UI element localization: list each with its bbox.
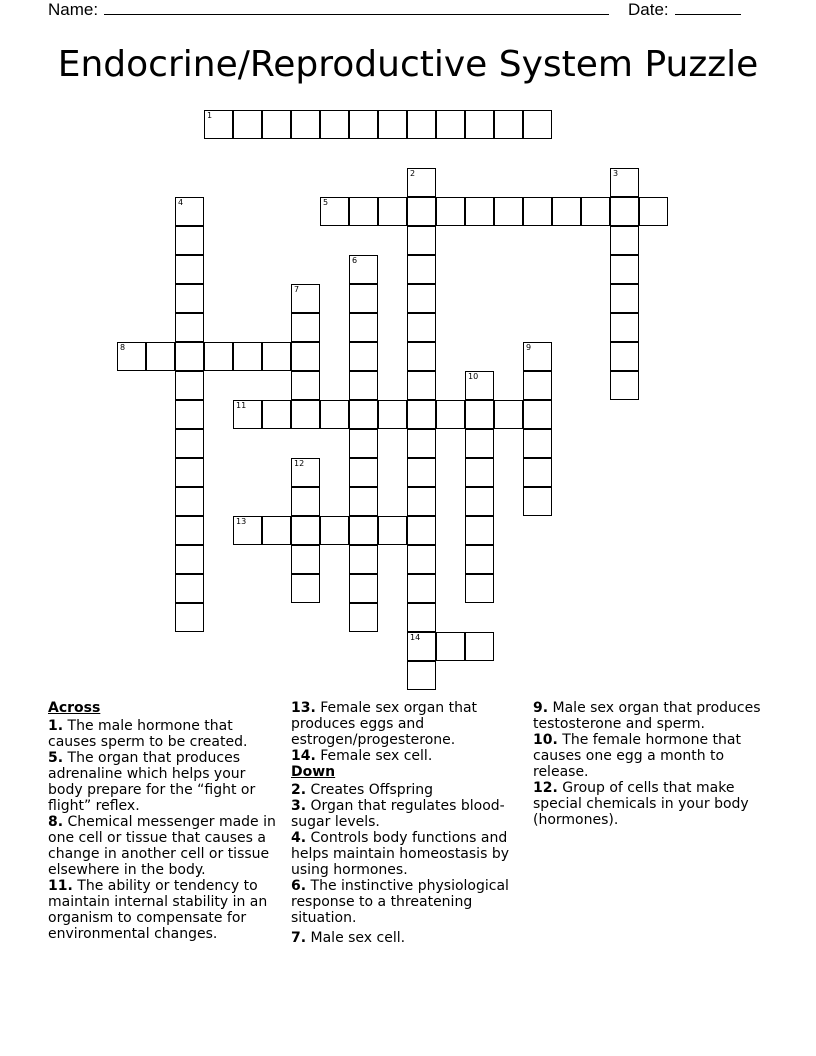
crossword-cell[interactable] [233, 342, 262, 371]
crossword-cell[interactable] [610, 371, 639, 400]
crossword-cell[interactable] [407, 487, 436, 516]
crossword-cell[interactable] [262, 400, 291, 429]
crossword-cell[interactable] [523, 458, 552, 487]
crossword-cell[interactable] [320, 516, 349, 545]
crossword-cell[interactable] [204, 342, 233, 371]
crossword-cell[interactable] [610, 255, 639, 284]
clue-number: 13 [236, 517, 247, 526]
crossword-cell[interactable] [436, 110, 465, 139]
clue-number: 12 [294, 459, 305, 468]
crossword-cell[interactable] [465, 516, 494, 545]
crossword-cell[interactable] [407, 603, 436, 632]
crossword-cell[interactable] [610, 284, 639, 313]
clues-column-2 [291, 700, 523, 946]
crossword-cell[interactable] [233, 110, 262, 139]
crossword-cell[interactable] [523, 197, 552, 226]
crossword-cell[interactable] [291, 458, 320, 487]
crossword-cell[interactable] [465, 400, 494, 429]
crossword-cell[interactable] [465, 429, 494, 458]
crossword-cell[interactable] [465, 371, 494, 400]
crossword-cell[interactable] [349, 574, 378, 603]
crossword-cell[interactable] [349, 255, 378, 284]
crossword-cell[interactable] [262, 110, 291, 139]
down-clue: 6. The instinctive physiological response to a threatening situation. [291, 878, 509, 926]
crossword-cell[interactable] [291, 545, 320, 574]
crossword-cell[interactable] [175, 516, 204, 545]
crossword-cell[interactable] [378, 516, 407, 545]
crossword-cell[interactable] [291, 284, 320, 313]
crossword-cell[interactable] [523, 487, 552, 516]
crossword-cell[interactable] [349, 284, 378, 313]
clues-column-1 [48, 700, 283, 942]
crossword-cell[interactable] [175, 197, 204, 226]
clue-number: 6 [352, 256, 358, 265]
crossword-cell[interactable] [407, 313, 436, 342]
down-clue: 3. Organ that regulates blood-sugar levels. [291, 798, 505, 830]
crossword-cell[interactable] [291, 342, 320, 371]
crossword-cell[interactable] [581, 197, 610, 226]
crossword-cell[interactable] [349, 342, 378, 371]
crossword-cell[interactable] [349, 400, 378, 429]
crossword-cell[interactable] [291, 110, 320, 139]
crossword-cell[interactable] [436, 197, 465, 226]
crossword-cell[interactable] [407, 197, 436, 226]
across-clue: 11. The ability or tendency to maintain internal stability in an organism to compensate for environmental changes. [48, 878, 268, 942]
crossword-cell[interactable] [320, 110, 349, 139]
crossword-cell[interactable] [465, 545, 494, 574]
crossword-cell[interactable] [465, 574, 494, 603]
down-clue: 4. Controls body functions and helps maintain homeostasis by using hormones. [291, 830, 509, 878]
crossword-cell[interactable] [349, 110, 378, 139]
crossword-cell[interactable] [523, 342, 552, 371]
crossword-cell[interactable] [610, 313, 639, 342]
crossword-cell[interactable] [523, 371, 552, 400]
crossword-cell[interactable] [407, 661, 436, 690]
crossword-cell[interactable] [175, 487, 204, 516]
clues-column-3 [533, 700, 768, 828]
down-clue: 9. Male sex organ that produces testosterone and sperm. [533, 700, 761, 732]
across-clue: 1. The male hormone that causes sperm to be created. [48, 718, 248, 750]
crossword-cell[interactable] [407, 429, 436, 458]
crossword-cell[interactable] [436, 632, 465, 661]
page-title: Endocrine/Reproductive System Puzzle [57, 44, 759, 85]
crossword-cell[interactable] [349, 545, 378, 574]
crossword-cell[interactable] [465, 197, 494, 226]
crossword-cell[interactable] [349, 458, 378, 487]
crossword-cell[interactable] [175, 371, 204, 400]
crossword-cell[interactable] [204, 110, 233, 139]
crossword-cell[interactable] [465, 110, 494, 139]
crossword-cell[interactable] [175, 574, 204, 603]
crossword-cell[interactable] [494, 110, 523, 139]
down-clue: 7. Male sex cell. [291, 930, 406, 946]
crossword-cell[interactable] [175, 603, 204, 632]
crossword-cell[interactable] [262, 342, 291, 371]
clue-number: 14 [410, 633, 421, 642]
clue-number: 11 [236, 401, 247, 410]
clue-number: 9 [526, 343, 532, 352]
crossword-cell[interactable] [291, 371, 320, 400]
crossword-cell[interactable] [407, 516, 436, 545]
crossword-cell[interactable] [291, 400, 320, 429]
crossword-cell[interactable] [349, 429, 378, 458]
crossword-cell[interactable] [552, 197, 581, 226]
crossword-cell[interactable] [378, 197, 407, 226]
crossword-cell[interactable] [494, 400, 523, 429]
crossword-cell[interactable] [465, 632, 494, 661]
crossword-cell[interactable] [146, 342, 175, 371]
crossword-cell[interactable] [349, 371, 378, 400]
clue-number: 7 [294, 285, 300, 294]
name-label: Name: [48, 0, 99, 19]
crossword-cell[interactable] [291, 516, 320, 545]
across-clue: 14. Female sex cell. [291, 748, 433, 764]
crossword-cell[interactable] [407, 168, 436, 197]
crossword-cell[interactable] [175, 313, 204, 342]
crossword-cell[interactable] [175, 545, 204, 574]
across-clue: 8. Chemical messenger made in one cell or tissue that causes a change in another cell or tissue elsewhere in the body. [48, 814, 276, 878]
crossword-cell[interactable] [465, 487, 494, 516]
crossword-cell[interactable] [407, 110, 436, 139]
clue-number: 5 [323, 198, 329, 207]
clue-number: 10 [468, 372, 479, 381]
crossword-cell[interactable] [233, 516, 262, 545]
across-clue: 13. Female sex organ that produces eggs and estrogen/progesterone. [291, 700, 478, 748]
clue-number: 2 [410, 169, 416, 178]
crossword-cell[interactable] [523, 110, 552, 139]
crossword-cell[interactable] [407, 284, 436, 313]
crossword-cell[interactable] [407, 342, 436, 371]
clue-number: 3 [613, 169, 619, 178]
crossword-cell[interactable] [610, 197, 639, 226]
crossword-cell[interactable] [320, 400, 349, 429]
crossword-cell[interactable] [349, 603, 378, 632]
crossword-cell[interactable] [523, 400, 552, 429]
clue-number: 8 [120, 343, 126, 352]
crossword-cell[interactable] [175, 284, 204, 313]
crossword-cell[interactable] [175, 226, 204, 255]
crossword-cell[interactable] [349, 197, 378, 226]
crossword-cell[interactable] [407, 226, 436, 255]
crossword-cell[interactable] [378, 110, 407, 139]
crossword-cell[interactable] [407, 458, 436, 487]
crossword-cell[interactable] [523, 429, 552, 458]
crossword-cell[interactable] [320, 197, 349, 226]
down-clue: 10. The female hormone that causes one egg a month to release. [533, 732, 741, 780]
across-heading: Across [48, 700, 101, 716]
crossword-cell[interactable] [117, 342, 146, 371]
clue-number: 1 [207, 111, 213, 120]
crossword-cell[interactable] [610, 168, 639, 197]
down-clue: 12. Group of cells that make special chemicals in your body (hormones). [533, 780, 749, 828]
crossword-cell[interactable] [262, 516, 291, 545]
crossword-cell[interactable] [465, 458, 494, 487]
crossword-cell[interactable] [291, 313, 320, 342]
crossword-cell[interactable] [175, 429, 204, 458]
crossword-cell[interactable] [291, 487, 320, 516]
clue-number: 4 [178, 198, 184, 207]
crossword-cell[interactable] [610, 342, 639, 371]
crossword-cell[interactable] [407, 574, 436, 603]
crossword-cell[interactable] [407, 255, 436, 284]
crossword-cell[interactable] [407, 545, 436, 574]
crossword-cell[interactable] [407, 371, 436, 400]
crossword-cell[interactable] [494, 197, 523, 226]
crossword-cell[interactable] [175, 255, 204, 284]
across-clue: 5. The organ that produces adrenaline which helps your body prepare for the “fight or flight” reflex. [48, 750, 256, 814]
crossword-cell[interactable] [175, 342, 204, 371]
down-clue: 2. Creates Offspring [291, 782, 434, 798]
crossword-cell[interactable] [291, 574, 320, 603]
down-heading: Down [291, 764, 336, 780]
crossword-cell[interactable] [639, 197, 668, 226]
crossword-cell[interactable] [378, 400, 407, 429]
date-label: Date: [628, 0, 669, 19]
crossword-cell[interactable] [349, 487, 378, 516]
crossword-cell[interactable] [175, 400, 204, 429]
crossword-cell[interactable] [436, 400, 465, 429]
crossword-cell[interactable] [610, 226, 639, 255]
crossword-cell[interactable] [407, 400, 436, 429]
crossword-cell[interactable] [349, 313, 378, 342]
crossword-cell[interactable] [175, 458, 204, 487]
crossword-cell[interactable] [233, 400, 262, 429]
crossword-cell[interactable] [407, 632, 436, 661]
crossword-cell[interactable] [349, 516, 378, 545]
